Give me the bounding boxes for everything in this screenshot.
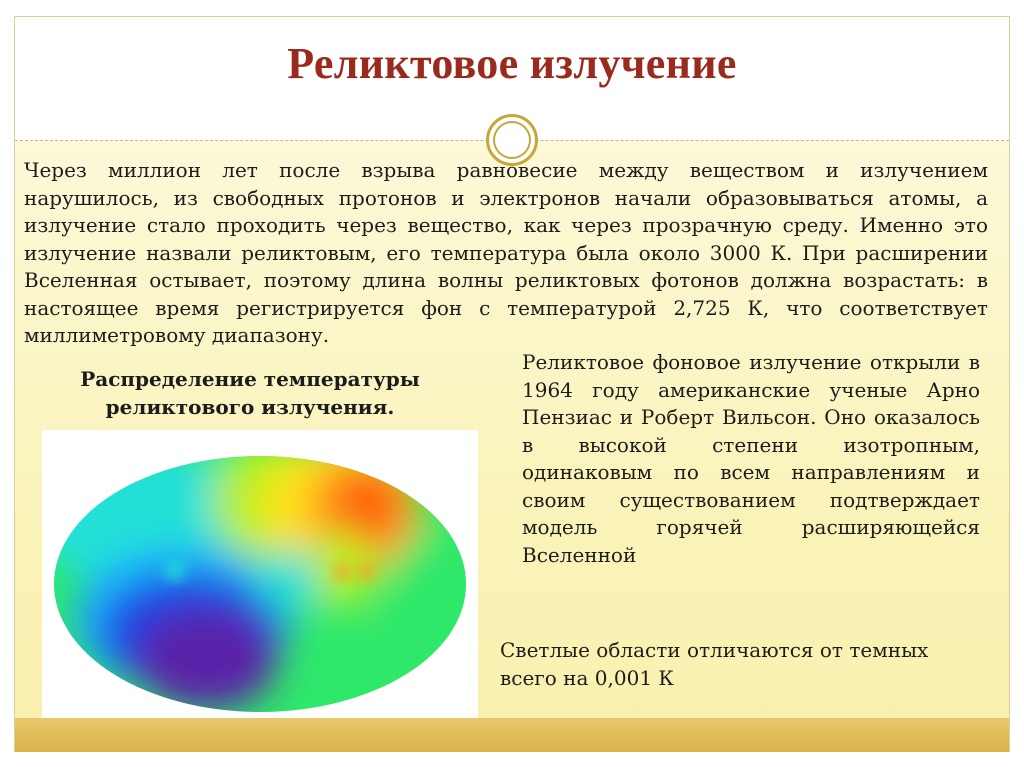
intro-paragraph: Через миллион лет после взрыва равновесие между веществом и излучением нарушилось, из свободных протонов и электронов начали образовываться атомы, а излучение стало проходить через вещество, как через прозрачную среду. Именно это излучение назвали реликтовым, его температура была около 3000 К. При расширении Вселенная остывает, поэтому длина волны реликтовых фотонов должна возрастать: в настоящее время регистрируется фон с температурой 2,725 К, что соответствует миллиметровому диапазону. — [24, 158, 988, 347]
cmb-map-image — [42, 430, 478, 718]
slide-title: Реликтовое излучение — [287, 39, 737, 88]
map-caption: Распределение температуры реликтового излучения. — [80, 367, 420, 419]
cmb-temperature-map — [42, 430, 478, 718]
bottom-band — [15, 718, 1009, 752]
temperature-note: Светлые области отличаются от темных всего на 0,001 К — [500, 638, 929, 690]
discovery-paragraph: Реликтовое фоновое излучение открыли в 1964 году американские ученые Арно Пензиас и Роберт Вильсон. Оно оказалось в высокой степени изотропным, одинаковым по всем направлениям и своим существованием подтверждает модель горячей расширяющейся Вселенной — [522, 350, 980, 567]
